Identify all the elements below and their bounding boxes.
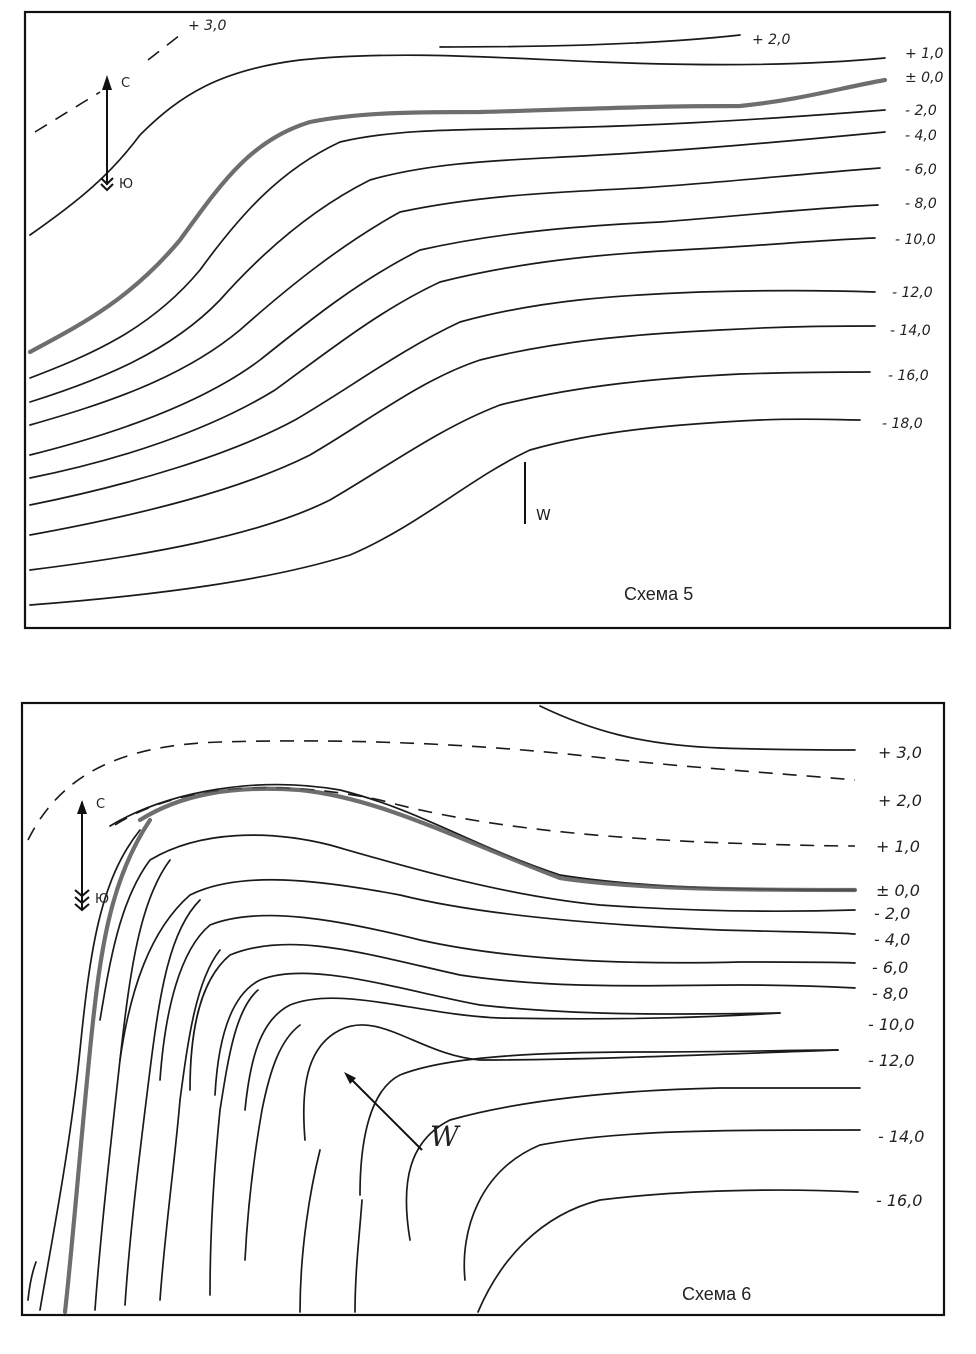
contour-line xyxy=(30,55,885,235)
contour-label: - 16,0 xyxy=(888,368,929,384)
contour-label: - 6,0 xyxy=(872,958,909,977)
contour-label: - 14,0 xyxy=(890,323,931,339)
compass-north-label: С xyxy=(96,797,106,812)
wind-indicator xyxy=(525,462,551,524)
contour-line xyxy=(355,1200,362,1312)
contour-line xyxy=(30,372,870,570)
contour-line xyxy=(30,326,875,535)
contour-label: - 4,0 xyxy=(874,930,911,949)
scheme-5 xyxy=(25,12,950,628)
contour-label: - 6,0 xyxy=(905,162,937,178)
contour-line xyxy=(478,1190,858,1312)
contour-line xyxy=(30,419,860,605)
contour-label: - 14,0 xyxy=(878,1127,925,1146)
contour-line xyxy=(245,998,780,1110)
contour-line-zero xyxy=(140,789,855,890)
contour-label: ± 0,0 xyxy=(876,881,920,900)
contour-label: - 18,0 xyxy=(882,416,923,432)
contour-label: + 3,0 xyxy=(188,18,227,34)
contour-line xyxy=(190,945,855,1090)
contour-label: + 1,0 xyxy=(876,837,920,856)
contour-line xyxy=(406,1088,860,1240)
arrow-head-icon xyxy=(102,75,112,90)
contour-label: + 2,0 xyxy=(752,32,791,48)
contour-label: - 12,0 xyxy=(868,1051,915,1070)
contour-line xyxy=(30,132,885,402)
contour-label: + 1,0 xyxy=(905,46,944,62)
scheme-6-labels xyxy=(868,743,924,1210)
contour-label: - 2,0 xyxy=(905,103,937,119)
compass-south-label: Ю xyxy=(95,892,110,907)
contour-line xyxy=(464,1130,860,1280)
contour-label: + 2,0 xyxy=(878,791,922,810)
contour-label: - 10,0 xyxy=(895,232,936,248)
compass-north-label: С xyxy=(121,76,131,91)
contour-line xyxy=(304,1025,838,1140)
scheme-6-contours xyxy=(28,706,860,1312)
arrow-head-icon xyxy=(77,800,87,814)
scheme-6 xyxy=(22,703,944,1315)
contour-line xyxy=(210,990,258,1295)
contour-line xyxy=(440,35,740,47)
compass-south-label: Ю xyxy=(119,177,134,192)
contour-label: - 8,0 xyxy=(872,984,909,1003)
contour-line xyxy=(35,92,100,132)
wind-arrow-icon xyxy=(347,1075,422,1150)
scheme-6-frame xyxy=(22,703,944,1315)
contour-line xyxy=(540,706,855,750)
contour-label: - 16,0 xyxy=(876,1191,923,1210)
contour-line xyxy=(300,1150,320,1312)
contour-label: - 4,0 xyxy=(905,128,937,144)
contour-line xyxy=(100,835,855,1020)
contour-line xyxy=(125,900,200,1305)
contour-label: - 10,0 xyxy=(868,1015,915,1034)
wind-indicator xyxy=(344,1072,461,1153)
contour-line xyxy=(30,291,875,506)
contour-line xyxy=(120,880,855,1060)
contour-label: - 2,0 xyxy=(874,904,911,923)
contour-label: ± 0,0 xyxy=(905,70,944,86)
scheme-5-frame xyxy=(25,12,950,628)
scheme-5-contours xyxy=(30,35,885,605)
scheme-caption: Схема 5 xyxy=(624,584,694,604)
contour-line xyxy=(148,35,180,60)
contour-line xyxy=(30,168,880,425)
contour-label: - 8,0 xyxy=(905,196,937,212)
contour-line xyxy=(28,1262,36,1300)
contour-line xyxy=(215,973,780,1095)
wind-label: W xyxy=(536,506,551,524)
contour-line xyxy=(28,741,855,840)
contour-label: + 3,0 xyxy=(878,743,922,762)
contour-line xyxy=(30,238,875,478)
contour-label: - 12,0 xyxy=(892,285,933,301)
contour-line xyxy=(30,110,885,378)
north-arrow xyxy=(75,797,109,910)
wind-label: W xyxy=(430,1120,459,1153)
scheme-caption: Схема 6 xyxy=(682,1284,752,1304)
contour-line xyxy=(30,205,878,455)
